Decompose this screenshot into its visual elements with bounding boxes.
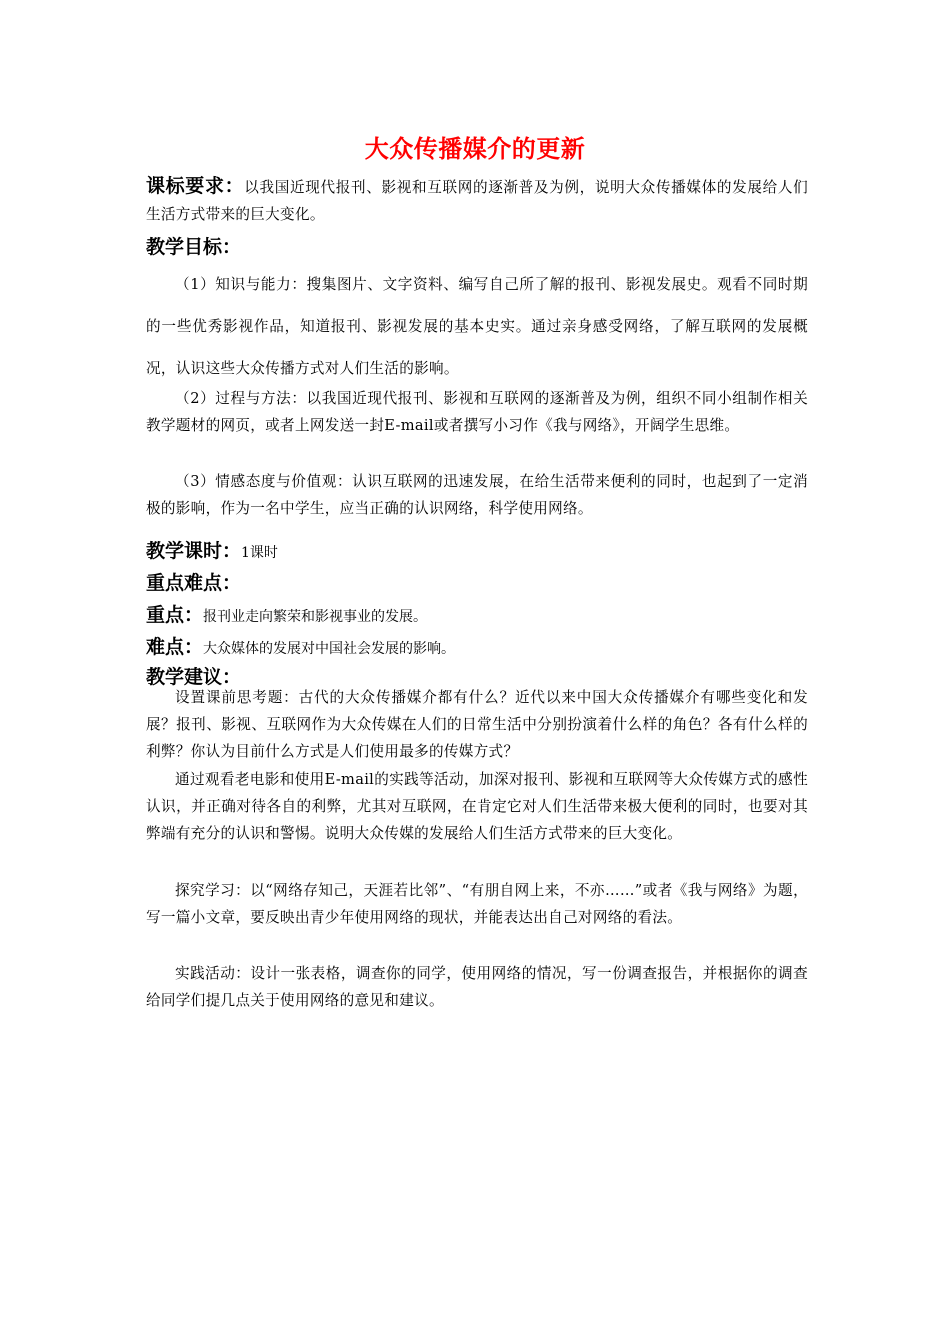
key-point-line [146, 602, 808, 630]
class-hours-label: 教学课时： [146, 540, 242, 562]
objective-2-block [146, 385, 808, 439]
suggestion-4-block [146, 960, 808, 1014]
suggestion-item-2: 通过观看老电影和使用E-mail的实践等活动，加深对报刊、影视和互联网等大众传媒方式的感性认识，并正确对待各自的利弊，尤其对互联网，在肯定它对人们生活带来极大便利的同时，也要对其弊端有充分的认识和警惕。说明大众传媒的发展给人们生活方式带来的巨大变化。 [146, 771, 808, 842]
difficult-point-label: 难点： [146, 636, 204, 658]
document-title: 大众传播媒介的更新 [364, 135, 586, 163]
standard-paragraph [146, 173, 808, 228]
key-difficult-heading: 重点难点： [146, 572, 242, 594]
standard-text: 以我国近现代报刊、影视和互联网的逐渐普及为例，说明大众传播媒体的发展给人们生活方式带来的巨大变化。 [146, 179, 808, 223]
difficult-point-text: 大众媒体的发展对中国社会发展的影响。 [203, 641, 456, 657]
key-point-label: 重点： [146, 604, 204, 626]
suggestion-3-block [146, 877, 808, 931]
objective-item-2: （2）过程与方法：以我国近现代报刊、影视和互联网的逐渐普及为例，组织不同小组制作相关教学题材的网页，或者上网发送一封E-mail或者撰写小习作《我与网络》，开阔学生思维。 [146, 390, 808, 434]
class-hours-value: 1课时 [241, 545, 278, 561]
difficult-point-line [146, 634, 808, 662]
objective-3-block [146, 468, 808, 522]
objective-1-block [146, 264, 808, 390]
objective-item-1: （1）知识与能力：搜集图片、文字资料、编写自己所了解的报刊、影视发展史。观看不同时期的一些优秀影视作品，知道报刊、影视发展的基本史实。通过亲身感受网络，了解互联网的发展概况，认识这些大众传播方式对人们生活的影响。 [146, 276, 808, 377]
suggestion-2-block [146, 766, 808, 847]
class-hours-block [146, 538, 808, 566]
objective-item-3: （3）情感态度与价值观：认识互联网的迅速发展，在给生活带来便利的同时，也起到了一定消极的影响，作为一名中学生，应当正确的认识网络，科学使用网络。 [146, 473, 808, 517]
objectives-heading-block [146, 234, 808, 260]
suggestion-item-3: 探究学习：以“网络存知己，天涯若比邻”、“有朋自网上来，不亦……”或者《我与网络》为题，写一篇小文章，要反映出青少年使用网络的现状，并能表达出自己对网络的看法。 [146, 882, 808, 926]
objectives-heading: 教学目标： [146, 236, 242, 258]
standard-label: 课标要求： [146, 175, 245, 197]
suggestion-item-1: 设置课前思考题：古代的大众传播媒介都有什么？近代以来中国大众传播媒介有哪些变化和发展？报刊、影视、互联网作为大众传媒在人们的日常生活中分别扮演着什么样的角色？各有什么样的利弊？你认为目前什么方式是人们使用最多的传媒方式？ [146, 689, 808, 760]
suggestions-heading: 教学建议： [146, 666, 242, 688]
key-point-text: 报刊业走向繁荣和影视事业的发展。 [203, 609, 428, 625]
key-difficult-block [146, 570, 808, 596]
suggestion-item-4: 实践活动：设计一张表格，调查你的同学，使用网络的情况，写一份调查报告，并根据你的调查给同学们提几点关于使用网络的意见和建议。 [146, 965, 808, 1009]
class-hours-line [146, 538, 808, 566]
suggestion-1-block [146, 684, 808, 765]
standard-section [146, 173, 808, 228]
key-point-block [146, 602, 808, 630]
difficult-point-block [146, 634, 808, 662]
